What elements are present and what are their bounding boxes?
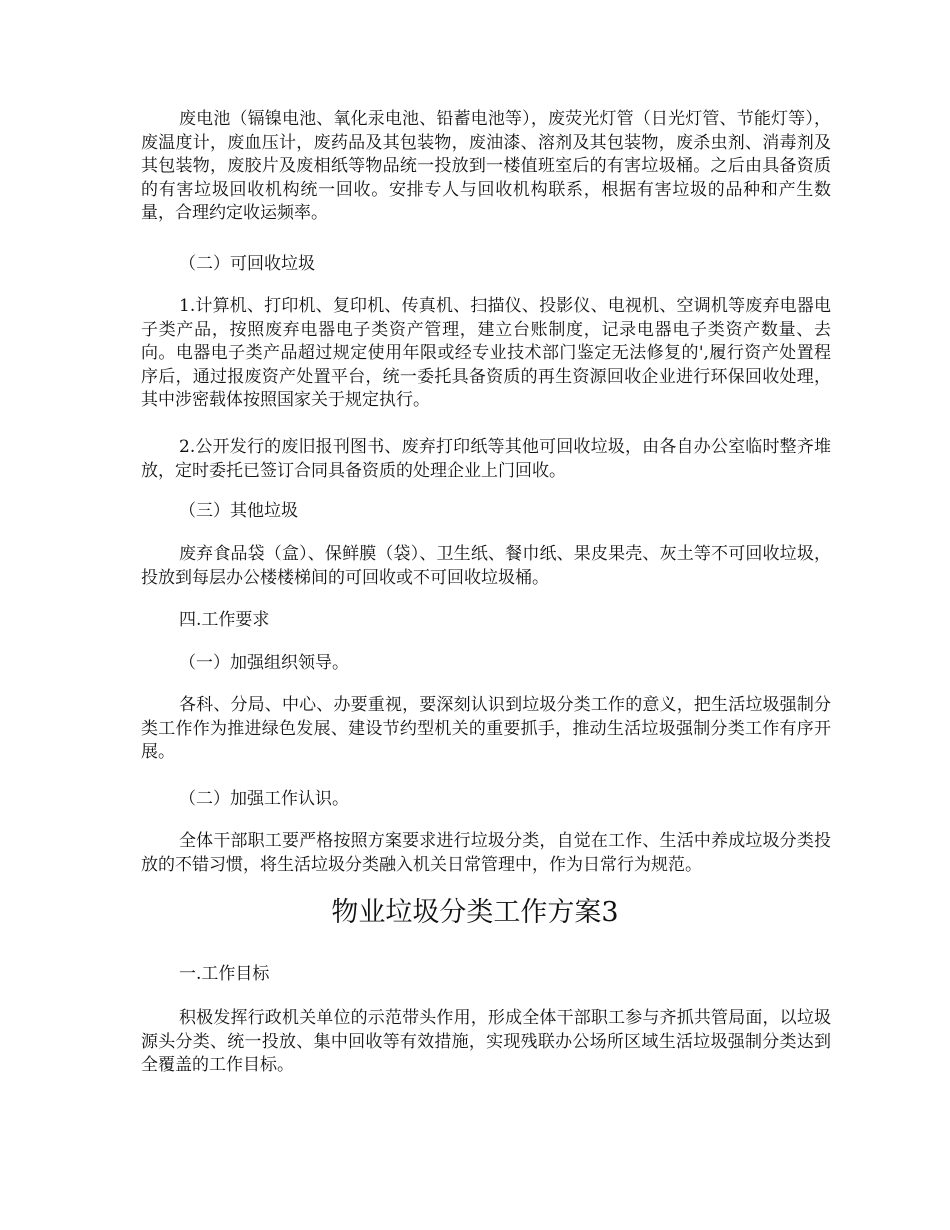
electronics-recycling-paragraph: 1.计算机、打印机、复印机、传真机、扫描仪、投影仪、电视机、空调机等废弃电器电子类产品，按照废弃电器电子类资产管理，建立台账制度，记录电器电子类资产数量、去向。电器电子类产品超过规定使用年限或经专业技术部门鉴定无法修复的',履行资产处置程序后，通过报废资产处置平台，统一委托具备资质的再生资源回收企业进行环保回收处理，其中涉密载体按照国家关于规定执行。 [141, 296, 831, 410]
work-requirements-heading: 四.工作要求 [179, 610, 270, 630]
recyclable-waste-heading: （二）可回收垃圾 [179, 254, 315, 274]
awareness-paragraph: 全体干部职工要严格按照方案要求进行垃圾分类，自觉在工作、生活中养成垃圾分类投放的不错习惯，将生活垃圾分类融入机关日常管理中，作为日常行为规范。 [141, 831, 831, 875]
leadership-heading: （一）加强组织领导。 [179, 653, 349, 673]
leadership-paragraph: 各科、分局、中心、办要重视，要深刻认识到垃圾分类工作的意义，把生活垃圾强制分类工作作为推进绿色发展、建设节约型机关的重要抓手，推动生活垃圾强制分类工作有序开展。 [141, 695, 831, 762]
work-goal-paragraph: 积极发挥行政机关单位的示范带头作用，形成全体干部职工参与齐抓共管局面，以垃圾源头分类、统一投放、集中回收等有效措施，实现残联办公场所区域生活垃圾强制分类达到全覆盖的工作目标。 [141, 1008, 831, 1075]
work-goal-heading: 一.工作目标 [179, 964, 270, 984]
awareness-heading: （二）加强工作认识。 [179, 789, 349, 809]
hazardous-waste-paragraph: 废电池（镉镍电池、氧化汞电池、铅蓄电池等），废荧光灯管（日光灯管、节能灯等），废温度计，废血压计，废药品及其包装物，废油漆、溶剂及其包装物，废杀虫剂、消毒剂及其包装物，废胶片及废相纸等物品统一投放到一楼值班室后的有害垃圾桶。之后由具备资质的有害垃圾回收机构统一回收。安排专人与回收机构联系，根据有害垃圾的品种和产生数量，合理约定收运频率。 [141, 109, 831, 223]
other-waste-paragraph: 废弃食品袋（盒）、保鲜膜（袋）、卫生纸、餐巾纸、果皮果壳、灰土等不可回收垃圾，投放到每层办公楼楼梯间的可回收或不可回收垃圾桶。 [141, 544, 831, 588]
other-waste-heading: （三）其他垃圾 [179, 501, 298, 521]
paper-recycling-paragraph: 2.公开发行的废旧报刊图书、废弃打印纸等其他可回收垃圾，由各自办公室临时整齐堆放，定时委托已签订合同具备资质的处理企业上门回收。 [141, 437, 831, 481]
document-title: 物业垃圾分类工作方案3 [331, 897, 619, 928]
